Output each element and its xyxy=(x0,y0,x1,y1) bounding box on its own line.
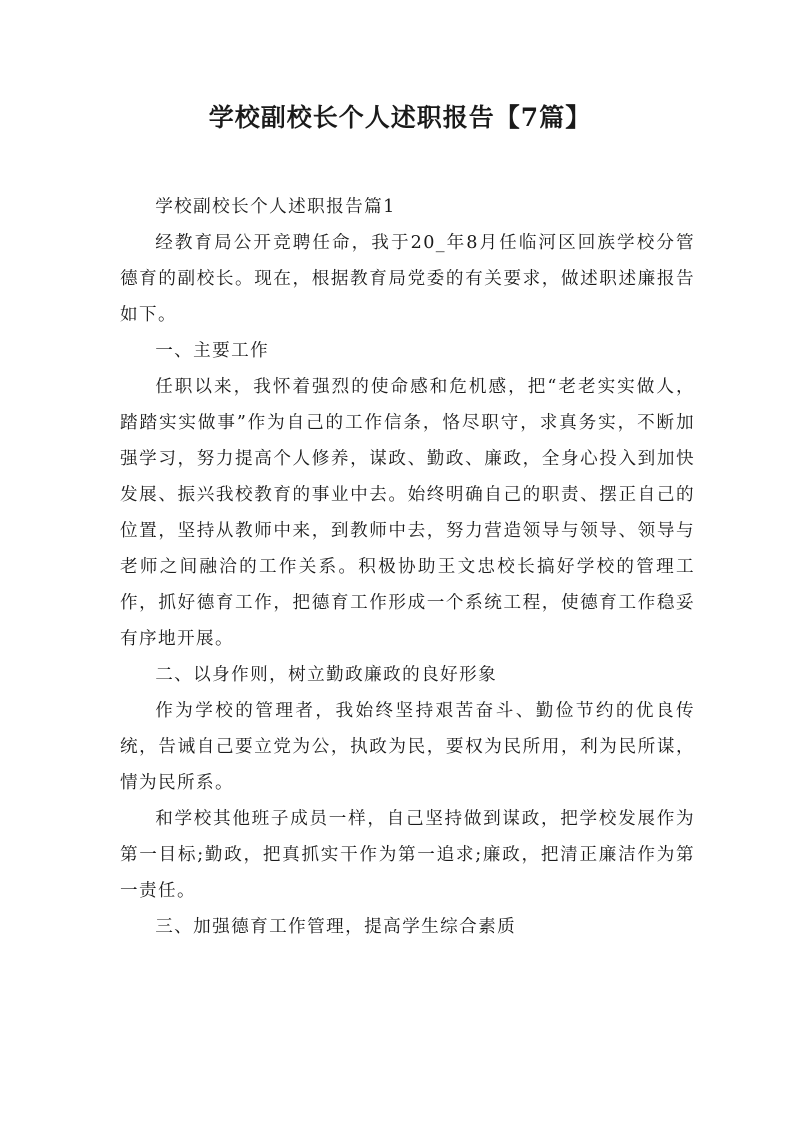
document-title: 学校副校长个人述职报告【7篇】 xyxy=(208,103,592,132)
paragraph-manager-tradition: 作为学校的管理者，我始终坚持艰苦奋斗、勤俭节约的优良传统，告诫自己要立党为公，执政为民，要权为民所用，利为民所谋，情为民所系。 xyxy=(120,701,695,793)
paragraph-appointment: 经教育局公开竞聘任命，我于20_年8月任临河区回族学校分管德育的副校长。现在，根据教育局党委的有关要求，做述职述廉报告如下。 xyxy=(120,233,695,325)
section-heading-moral-education: 三、加强德育工作管理，提高学生综合素质 xyxy=(155,917,517,937)
document-body xyxy=(120,189,695,945)
section-heading-part1: 学校副校长个人述职报告篇1 xyxy=(155,197,396,217)
paragraph-team-members: 和学校其他班子成员一样，自己坚持做到谋政，把学校发展作为第一目标;勤政，把真抓实干作为第一追求;廉政，把清正廉洁作为第一责任。 xyxy=(120,809,695,901)
section-heading-main-work: 一、主要工作 xyxy=(155,341,270,361)
paragraph-main-work: 任职以来，我怀着强烈的使命感和危机感，把“老老实实做人，踏踏实实做事”作为自己的工作信条，恪尽职守，求真务实，不断加强学习，努力提高个人修养，谋政、勤政、廉政，全身心投入到加快发展、振兴我校教育的事业中去。始终明确自己的职责、摆正自己的位置，坚持从教师中来，到教师中去，努力营造领导与领导、领导与老师之间融洽的工作关系。积极协助王文忠校长搞好学校的管理工作，抓好德育工作，把德育工作形成一个系统工程，使德育工作稳妥有序地开展。 xyxy=(120,377,695,649)
section-heading-lead-by-example: 二、以身作则，树立勤政廉政的良好形象 xyxy=(155,665,498,685)
